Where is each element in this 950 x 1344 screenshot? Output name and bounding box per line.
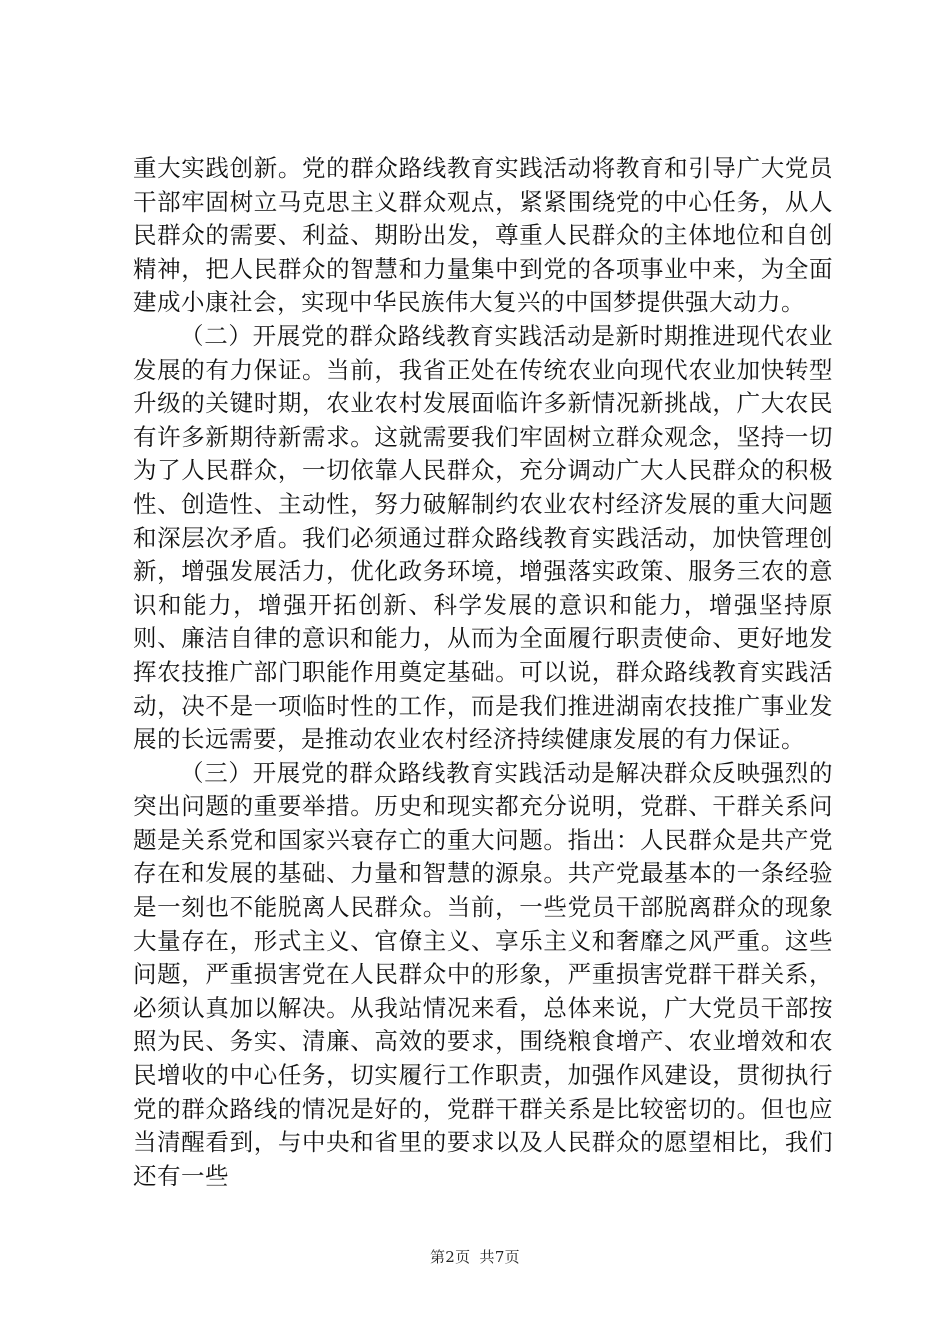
paragraph-continuation: 重大实践创新。党的群众路线教育实践活动将教育和引导广大党员干部牢固树立马克思主义群众观点，紧紧围绕党的中心任务，从人民群众的需要、利益、期盼出发，尊重人民群众的主体地位和自创精神，把人民群众的智慧和力量集中到党的各项事业中来，为全面建成小康社会，实现中华民族伟大复兴的中国梦提供强大动力。 [133, 154, 833, 317]
page-number: 第2页 [430, 1248, 471, 1266]
paragraph-section-two: （二）开展党的群众路线教育实践活动是新时期推进现代农业发展的有力保证。当前，我省正处在传统农业向现代农业加快转型升级的关键时期，农业农村发展面临许多新情况新挑战，广大农民有许多新期待新需求。这就需要我们牢固树立群众观念，坚持一切为了人民群众，一切依靠人民群众，充分调动广大人民群众的积极性、创造性、主动性，努力破解制约农业农村经济发展的重大问题和深层次矛盾。我们必须通过群众路线教育实践活动，加快管理创新，增强发展活力，优化政务环境，增强落实政策、服务三农的意识和能力，增强开拓创新、科学发展的意识和能力，增强坚持原则、廉洁自律的意识和能力，从而为全面履行职责使命、更好地发挥农技推广部门职能作用奠定基础。可以说，群众路线教育实践活动，决不是一项临时性的工作，而是我们推进湖南农技推广事业发展的长远需要，是推动农业农村经济持续健康发展的有力保证。 [133, 321, 833, 754]
document-body [133, 152, 833, 1193]
page-footer [0, 1246, 950, 1267]
page-total: 共7页 [479, 1248, 520, 1266]
paragraph-section-three: （三）开展党的群众路线教育实践活动是解决群众反映强烈的突出问题的重要举措。历史和现实都充分说明，党群、干群关系问题是关系党和国家兴衰存亡的重大问题。指出：人民群众是共产党存在和发展的基础、力量和智慧的源泉。共产党最基本的一条经验是一刻也不能脱离人民群众。当前，一些党员干部脱离群众的现象大量存在，形式主义、官僚主义、享乐主义和奢靡之风严重。这些问题，严重损害党在人民群众中的形象，严重损害党群干群关系，必须认真加以解决。从我站情况来看，总体来说，广大党员干部按照为民、务实、清廉、高效的要求，围绕粮食增产、农业增效和农民增收的中心任务，切实履行工作职责，加强作风建设，贯彻执行党的群众路线的情况是好的，党群干群关系是比较密切的。但也应当清醒看到，与中央和省里的要求以及人民群众的愿望相比，我们还有一些 [133, 758, 833, 1190]
